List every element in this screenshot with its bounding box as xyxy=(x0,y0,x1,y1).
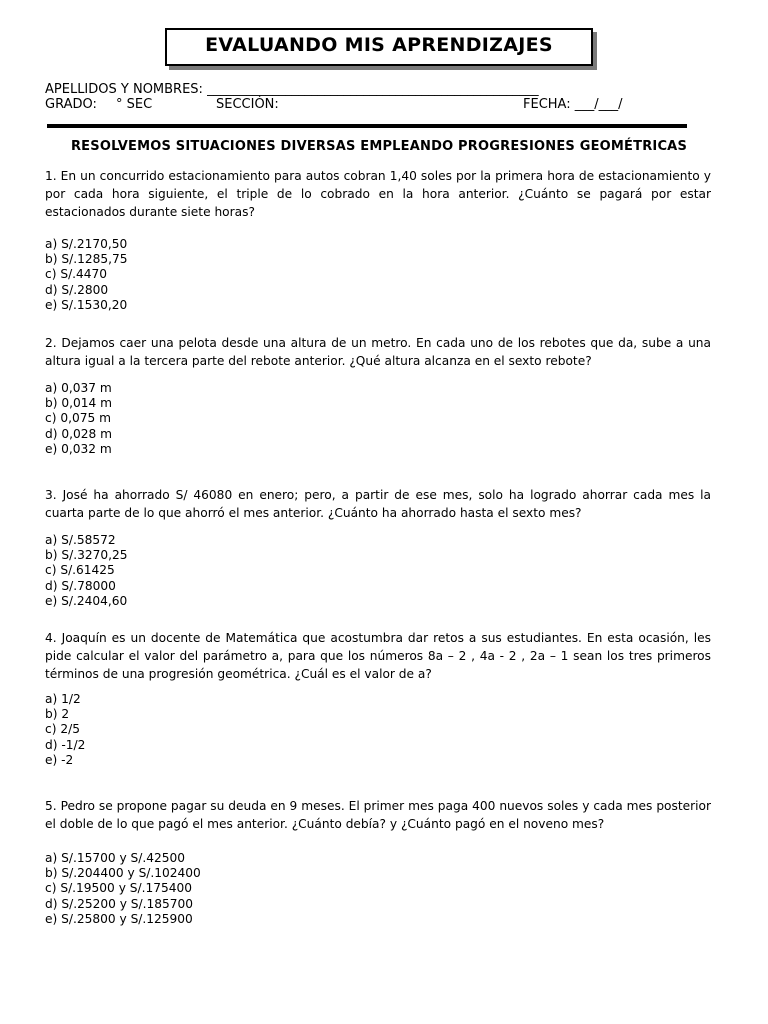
question-4-text: 4. Joaquín es un docente de Matemática que acostumbra dar retos a sus estudiantes. En esta ocasión, les pide calcular el valor del parámetro a, para que los números 8a – 2 , 4a - 2 , 2a – 1 sean los tres primeros términos de una progresión geométrica. ¿Cuál es el valor de a? xyxy=(45,631,711,681)
question-3-text: 3. José ha ahorrado S/ 46080 en enero; pero, a partir de ese mes, solo ha logrado ahorrar cada mes la cuarta parte de lo que ahorró el mes anterior. ¿Cuánto ha ahorrado hasta el sexto mes? xyxy=(45,488,711,520)
section-label: SECCIÓN: xyxy=(216,97,279,112)
option-d: d) S/.25200 y S/.185700 xyxy=(45,896,194,911)
grade-label: GRADO: xyxy=(45,97,97,112)
option-b: b) 0,014 m xyxy=(45,396,113,411)
question-5-text: 5. Pedro se propone pagar su deuda en 9 meses. El primer mes paga 400 nuevos soles y cada mes posterior el doble de lo que pagó el mes anterior. ¿Cuánto debía? y ¿Cuánto pagó en el noveno mes? xyxy=(45,799,711,831)
option-c: c) S/.19500 y S/.175400 xyxy=(45,881,193,896)
option-c: c) 2/5 xyxy=(45,722,80,737)
option-e: e) 0,032 m xyxy=(45,441,112,456)
question-5-options xyxy=(45,851,201,927)
option-c: c) S/.61425 xyxy=(45,563,115,578)
option-e: e) -2 xyxy=(45,752,74,767)
option-a: a) 1/2 xyxy=(45,692,81,706)
option-a: a) 0,037 m xyxy=(45,381,112,395)
question-2-options xyxy=(45,381,112,457)
question-1-text: 1. En un concurrido estacionamiento para autos cobran 1,40 soles por la primera hora de estacionamiento y por cada hora siguiente, el triple de lo cobrado en la hora anterior. ¿Cuánto se pagará por estar estacionados durante siete horas? xyxy=(45,169,711,219)
option-b: b) 2 xyxy=(45,707,70,722)
option-a: a) S/.2170,50 xyxy=(45,237,128,251)
option-b: b) S/.204400 y S/.102400 xyxy=(45,866,201,881)
option-b: b) S/.1285,75 xyxy=(45,252,128,267)
option-c: c) 0,075 m xyxy=(45,411,111,426)
option-d: d) -1/2 xyxy=(45,737,86,752)
option-d: d) S/.2800 xyxy=(45,282,109,297)
option-e: e) S/.1530,20 xyxy=(45,297,128,312)
header-divider xyxy=(47,124,687,128)
section-subtitle: RESOLVEMOS SITUACIONES DIVERSAS EMPLEANDO PROGRESIONES GEOMÉTRICAS xyxy=(70,139,688,154)
option-b: b) S/.3270,25 xyxy=(45,548,128,563)
grade-value: ° SEC xyxy=(116,97,153,112)
question-2-text: 2. Dejamos caer una pelota desde una altura de un metro. En cada uno de los rebotes que da, sube a una altura igual a la tercera parte del rebote anterior. ¿Qué altura alcanza en el sexto rebote? xyxy=(45,336,711,368)
date-label: FECHA: ___/___/ xyxy=(523,97,623,112)
question-4-options xyxy=(45,692,85,768)
option-d: d) 0,028 m xyxy=(45,426,113,441)
question-3-options xyxy=(45,533,127,609)
option-c: c) S/.4470 xyxy=(45,267,108,282)
title-box xyxy=(165,28,593,66)
page-title: EVALUANDO MIS APRENDIZAJES xyxy=(205,34,553,56)
option-e: e) S/.2404,60 xyxy=(45,593,128,608)
option-a: a) S/.15700 y S/.42500 xyxy=(45,851,186,865)
option-d: d) S/.78000 xyxy=(45,578,116,593)
option-e: e) S/.25800 y S/.125900 xyxy=(45,911,193,926)
names-field-label: APELLIDOS Y NOMBRES: ___________________________________________________ xyxy=(45,82,539,97)
option-a: a) S/.58572 xyxy=(45,533,116,547)
question-1-options xyxy=(45,237,127,313)
